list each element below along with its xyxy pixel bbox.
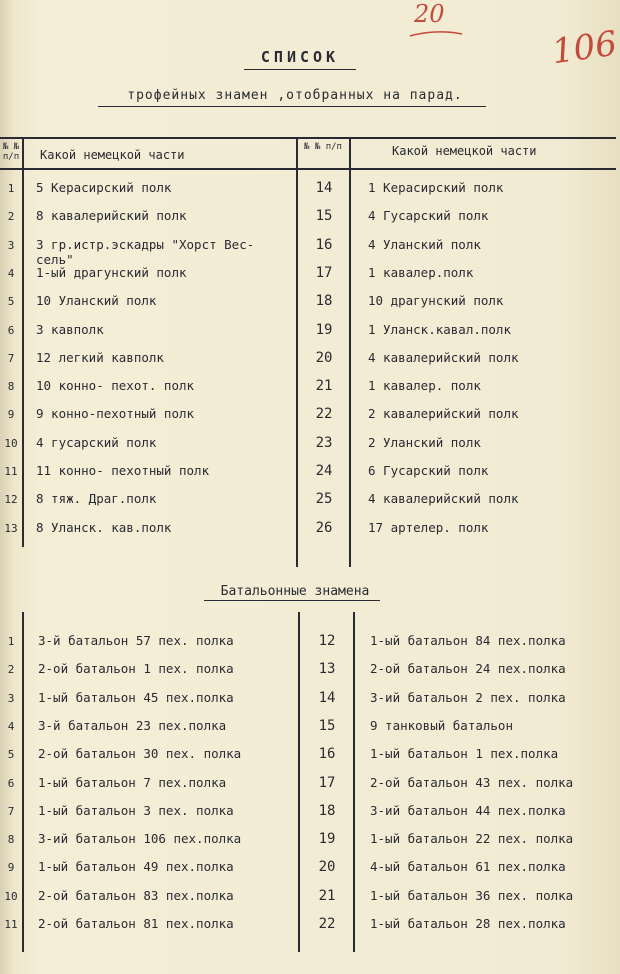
- row-number: 1: [7, 182, 15, 195]
- middle-number: 20: [315, 349, 333, 366]
- middle-number: 23: [315, 434, 333, 451]
- row-number: 1: [7, 635, 15, 648]
- header-rownum: № № п/п: [2, 142, 20, 162]
- middle-number: 15: [318, 717, 336, 734]
- row-number: 10: [4, 889, 18, 903]
- right-unit: 1-ый батальон 1 пех.полка: [370, 746, 559, 762]
- document-subtitle: трофейных знамен ,отобранных на парад.: [127, 88, 463, 103]
- middle-number: 22: [318, 916, 336, 932]
- left-unit: 12 легкий кавполк: [36, 349, 164, 365]
- middle-number: 17: [315, 264, 333, 281]
- left-unit: 2-ой батальон 83 пех.полка: [38, 887, 234, 903]
- left-unit: 3 гр.истр.эскадры "Хорст Вес-: [36, 236, 255, 252]
- middle-number: 20: [318, 859, 336, 876]
- handwritten-page-number: 106: [549, 23, 620, 73]
- right-unit: 17 артелер. полк: [368, 519, 489, 535]
- middle-number: 21: [315, 378, 333, 395]
- row-number: 3: [7, 238, 15, 252]
- section-underline: [204, 600, 380, 601]
- right-unit: 10 драгунский полк: [368, 293, 504, 309]
- right-unit: 4 Гусарский полк: [368, 208, 489, 224]
- right-unit: 4 Уланский полк: [368, 236, 481, 252]
- right-unit: 9 танковый батальон: [370, 717, 513, 733]
- middle-number: 21: [318, 887, 336, 904]
- middle-number: 26: [315, 519, 333, 536]
- row-number: 12: [4, 493, 18, 507]
- middle-number: 15: [315, 208, 333, 225]
- middle-number: 14: [318, 689, 336, 706]
- header-col2: Какой немецкой части: [392, 144, 537, 158]
- right-unit: 4-ый батальон 61 пех.полка: [370, 859, 566, 875]
- left-unit: 8 Уланск. кав.полк: [36, 519, 172, 535]
- middle-number: 18: [315, 293, 333, 310]
- row-number: 7: [7, 804, 15, 818]
- right-unit: 2 кавалерийский полк: [368, 406, 519, 422]
- row-number: 4: [7, 719, 15, 733]
- col-divider-rownum: [22, 137, 24, 547]
- left-unit: 11 конно- пехотный полк: [36, 463, 210, 478]
- left-unit: 9 конно-пехотный полк: [36, 406, 195, 422]
- right-unit: 3-ий батальон 44 пех.полка: [370, 802, 566, 818]
- row-number: 2: [7, 210, 15, 224]
- subtitle-underline: [98, 106, 486, 107]
- middle-number: 18: [318, 802, 336, 819]
- middle-number: 17: [318, 774, 336, 791]
- middle-number: 25: [315, 491, 333, 508]
- right-unit: 1-ый батальон 84 пех.полка: [370, 633, 566, 648]
- right-unit: 2-ой батальон 24 пех.полка: [370, 661, 566, 677]
- row-number: 6: [7, 323, 15, 337]
- row-number: 4: [7, 266, 15, 280]
- row-number: 13: [4, 521, 18, 535]
- middle-number: 16: [318, 746, 336, 763]
- middle-number: 14: [315, 180, 333, 196]
- row-number: 11: [4, 918, 18, 931]
- left-unit: 10 конно- пехот. полк: [36, 378, 195, 394]
- header-col1: Какой немецкой части: [40, 148, 185, 162]
- left-unit: 1-ый батальон 45 пех.полка: [38, 689, 234, 705]
- right-unit: 2-ой батальон 43 пех. полка: [370, 774, 574, 790]
- middle-number: 13: [318, 661, 336, 678]
- row-number: 2: [7, 663, 15, 677]
- title-underline: [244, 69, 356, 70]
- col-divider-left: [296, 137, 298, 567]
- document-title: СПИСОК: [260, 48, 340, 66]
- row-number: 8: [7, 380, 15, 394]
- left-unit: 3-ий батальон 106 пех.полка: [38, 831, 242, 847]
- left-unit: 1-ый батальон 3 пех. полка: [38, 802, 234, 818]
- right-unit: 1-ый батальон 36 пех. полка: [370, 887, 574, 903]
- section-title: Батальонные знамена: [220, 584, 370, 599]
- right-unit: 1 Уланск.кавал.полк: [368, 321, 511, 337]
- row-number: 8: [7, 833, 15, 847]
- right-unit: 1-ый батальон 22 пех. полка: [370, 831, 574, 847]
- left-unit: 8 кавалерийский полк: [36, 208, 187, 224]
- right-unit: 1 кавалер.полк: [368, 264, 474, 280]
- col-divider-mid: [349, 137, 351, 567]
- col2-divider-left: [298, 612, 300, 952]
- right-unit: 2 Уланский полк: [368, 434, 481, 450]
- right-unit: 6 Гусарский полк: [368, 463, 489, 478]
- middle-number: 22: [315, 406, 333, 423]
- middle-number: 19: [318, 831, 336, 848]
- table-top-rule: [0, 137, 616, 139]
- right-unit: 1 кавалер. полк: [368, 378, 481, 394]
- left-unit: 3-й батальон 57 пех. полка: [38, 633, 234, 648]
- middle-number: 24: [315, 463, 333, 479]
- left-unit: 3 кавполк: [36, 321, 104, 337]
- right-unit: 4 кавалерийский полк: [368, 491, 519, 507]
- left-unit: 2-ой батальон 1 пех. полка: [38, 661, 234, 677]
- middle-number: 19: [315, 321, 333, 338]
- right-unit: 4 кавалерийский полк: [368, 349, 519, 365]
- row-number: 5: [7, 295, 15, 309]
- col2-divider-mid: [353, 612, 355, 952]
- row-number: 3: [7, 691, 15, 705]
- left-unit: 10 Уланский полк: [36, 293, 157, 309]
- right-unit: 1-ый батальон 28 пех.полка: [370, 916, 566, 931]
- left-unit: 2-ой батальон 81 пех.полка: [38, 916, 234, 931]
- left-unit: 3-й батальон 23 пех.полка: [38, 717, 227, 733]
- middle-number: 16: [315, 236, 333, 253]
- right-unit: 3-ий батальон 2 пех. полка: [370, 689, 566, 705]
- col2-divider-rownum: [22, 612, 24, 952]
- row-number: 9: [7, 861, 15, 875]
- row-number: 11: [4, 465, 18, 478]
- right-unit: 1 Керасирский полк: [368, 180, 504, 195]
- row-number: 7: [7, 351, 15, 365]
- left-unit: 1-ый драгунский полк: [36, 264, 187, 280]
- middle-number: 12: [318, 633, 336, 649]
- left-unit-continued: сель": [36, 251, 74, 267]
- row-number: 6: [7, 776, 15, 790]
- left-unit: 1-ый батальон 49 пех.полка: [38, 859, 234, 875]
- row-number: 5: [7, 748, 15, 762]
- handwritten-mark: [404, 0, 464, 40]
- left-unit: 4 гусарский полк: [36, 434, 157, 450]
- left-unit: 8 тяж. Драг.полк: [36, 491, 157, 507]
- row-number: 10: [4, 436, 18, 450]
- handwritten-mark-text: 20: [414, 0, 445, 28]
- left-unit: 1-ый батальон 7 пех.полка: [38, 774, 227, 790]
- left-unit: 5 Керасирский полк: [36, 180, 172, 195]
- header-midnum: № № п/п: [304, 142, 342, 152]
- row-number: 9: [7, 408, 15, 422]
- table-header-rule: [0, 168, 616, 170]
- left-unit: 2-ой батальон 30 пех. полка: [38, 746, 242, 762]
